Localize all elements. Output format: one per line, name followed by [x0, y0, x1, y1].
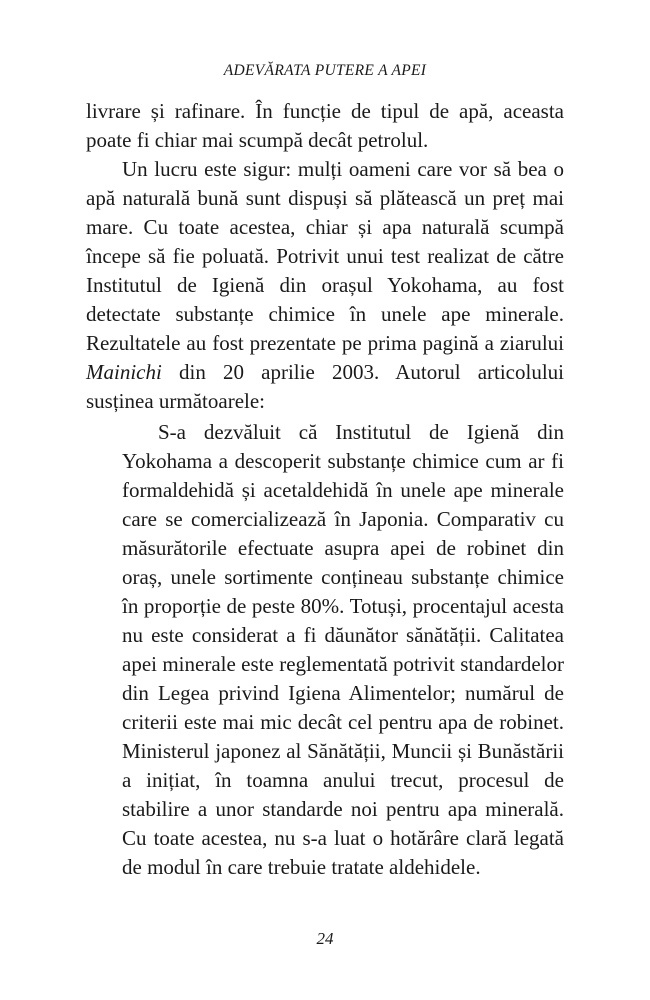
block-quote: S-a dezvăluit că Institutul de Igienă din Yokohama a descoperit substanțe chimice cum ar fi formaldehidă și acetaldehidă în unele ape minerale care se comercializează în Japonia. Comparativ cu măsurătorile efectuate asupra apei de robinet din oraș, unele sortimente conțineau substanțe chimice în proporție de peste 80%. Totuși, procentajul acesta nu este considerat a fi dăunător sănătății. Calitatea apei minerale este reglementată potrivit standardelor din Legea privind Igiena Alimentelor; numărul de criterii este mai mic decât cel pentru apa de robinet. Ministerul japonez al Sănătății, Muncii și Bunăstării a inițiat, în toamna anului trecut, procesul de stabilire a unor standarde noi pentru apa minerală. Cu toate acestea, nu s-a luat o hotărâre clară legată de modul în care trebuie tratate aldehidele. [122, 420, 564, 879]
page-body [86, 97, 564, 882]
paragraph-2-text-start: Un lucru este sigur: mulți oameni care vor să bea o apă naturală bună sunt dispuși să plătească un preț mai mare. Cu toate acestea, chiar și apa naturală scumpă începe să fie poluată. Potrivit unui test realizat de către Institutul de Igienă din orașul Yokohama, au fost detectate substanțe chimice în unele ape minerale. Rezultatele au fost prezentate pe prima pagină a ziarului [86, 157, 564, 355]
page-number: 24 [316, 929, 334, 948]
paragraph-2-text-end: din 20 aprilie 2003. Autorul articolului susținea următoarele: [86, 360, 564, 413]
newspaper-name: Mainichi [86, 360, 162, 384]
running-head: ADEVĂRATA PUTERE A APEI [223, 62, 427, 79]
paragraph-2 [86, 155, 564, 416]
paragraph-1: livrare și rafinare. În funcție de tipul de apă, aceasta poate fi chiar mai scumpă decât petrolul. [86, 99, 564, 152]
